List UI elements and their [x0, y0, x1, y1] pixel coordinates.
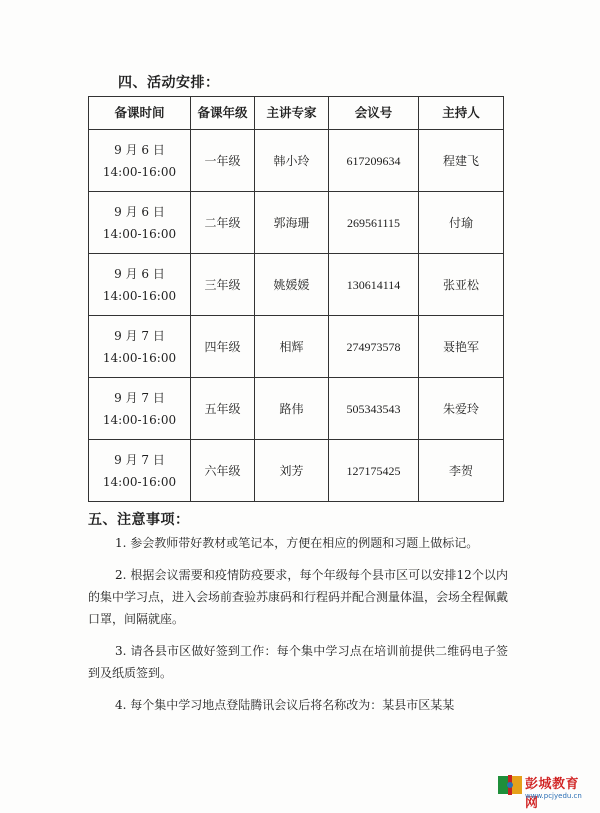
- cell-time: [89, 378, 191, 440]
- cell-meeting-id: 505343543: [329, 378, 419, 440]
- cell-expert: 刘芳: [255, 440, 329, 502]
- section-4-heading: 四、活动安排：: [118, 75, 220, 91]
- cell-host: 朱爱玲: [419, 378, 504, 440]
- header-meeting-id: 会议号: [329, 97, 419, 130]
- cell-grade: 六年级: [191, 440, 255, 502]
- date-text: 9 月 6 日: [114, 266, 165, 281]
- cell-grade: 三年级: [191, 254, 255, 316]
- notes-list: [88, 532, 508, 726]
- header-host: 主持人: [419, 97, 504, 130]
- table-row: [89, 440, 504, 502]
- date-text: 9 月 6 日: [114, 204, 165, 219]
- cell-expert: 相辉: [255, 316, 329, 378]
- cell-grade: 二年级: [191, 192, 255, 254]
- cell-time: [89, 316, 191, 378]
- time-text: 14:00-16:00: [102, 226, 177, 241]
- cell-expert: 韩小玲: [255, 130, 329, 192]
- cell-time: [89, 254, 191, 316]
- watermark-url: www.pcjyedu.cn: [525, 792, 582, 800]
- watermark-logo: [497, 770, 592, 811]
- note-item: 1. 参会教师带好教材或笔记本，方便在相应的例题和习题上做标记。: [115, 536, 479, 550]
- table-row: [89, 130, 504, 192]
- cell-meeting-id: 269561115: [329, 192, 419, 254]
- section-5-heading: 五、注意事项：: [88, 512, 190, 528]
- cell-host: 付瑜: [419, 192, 504, 254]
- cell-time: [89, 130, 191, 192]
- table-row: [89, 378, 504, 440]
- date-text: 9 月 7 日: [114, 452, 165, 467]
- watermark-name: 彭城教育网: [525, 777, 580, 811]
- cell-meeting-id: 130614114: [329, 254, 419, 316]
- note-item: 3. 请各县市区做好签到工作：每个集中学习点在培训前提供二维码电子签到及纸质签到。: [88, 644, 508, 680]
- book-logo-icon: [497, 772, 523, 798]
- cell-host: 李贺: [419, 440, 504, 502]
- cell-host: 张亚松: [419, 254, 504, 316]
- time-text: 14:00-16:00: [102, 412, 177, 427]
- cell-grade: 四年级: [191, 316, 255, 378]
- cell-grade: 一年级: [191, 130, 255, 192]
- header-expert: 主讲专家: [255, 97, 329, 130]
- note-item: 2. 根据会议需要和疫情防疫要求，每个年级每个县市区可以安排12个以内的集中学习点，进入会场前查验苏康码和行程码并配合测量体温，会场全程佩戴口罩，间隔就座。: [88, 568, 509, 626]
- time-text: 14:00-16:00: [102, 474, 177, 489]
- cell-host: 聂艳军: [419, 316, 504, 378]
- cell-grade: 五年级: [191, 378, 255, 440]
- header-grade: 备课年级: [191, 97, 255, 130]
- cell-expert: 郭海珊: [255, 192, 329, 254]
- table-row: [89, 316, 504, 378]
- time-text: 14:00-16:00: [102, 288, 177, 303]
- date-text: 9 月 7 日: [114, 328, 165, 343]
- note-item: 4. 每个集中学习地点登陆腾讯会议后将名称改为：某县市区某某: [115, 698, 455, 712]
- time-text: 14:00-16:00: [102, 350, 177, 365]
- table-header-row: [89, 97, 504, 130]
- header-time: 备课时间: [89, 97, 191, 130]
- cell-expert: 姚媛媛: [255, 254, 329, 316]
- cell-meeting-id: 274973578: [329, 316, 419, 378]
- date-text: 9 月 6 日: [114, 142, 165, 157]
- table-row: [89, 254, 504, 316]
- cell-meeting-id: 617209634: [329, 130, 419, 192]
- cell-time: [89, 440, 191, 502]
- date-text: 9 月 7 日: [114, 390, 165, 405]
- time-text: 14:00-16:00: [102, 164, 177, 179]
- schedule-table: [88, 96, 504, 502]
- cell-time: [89, 192, 191, 254]
- table-row: [89, 192, 504, 254]
- cell-meeting-id: 127175425: [329, 440, 419, 502]
- cell-expert: 路伟: [255, 378, 329, 440]
- cell-host: 程建飞: [419, 130, 504, 192]
